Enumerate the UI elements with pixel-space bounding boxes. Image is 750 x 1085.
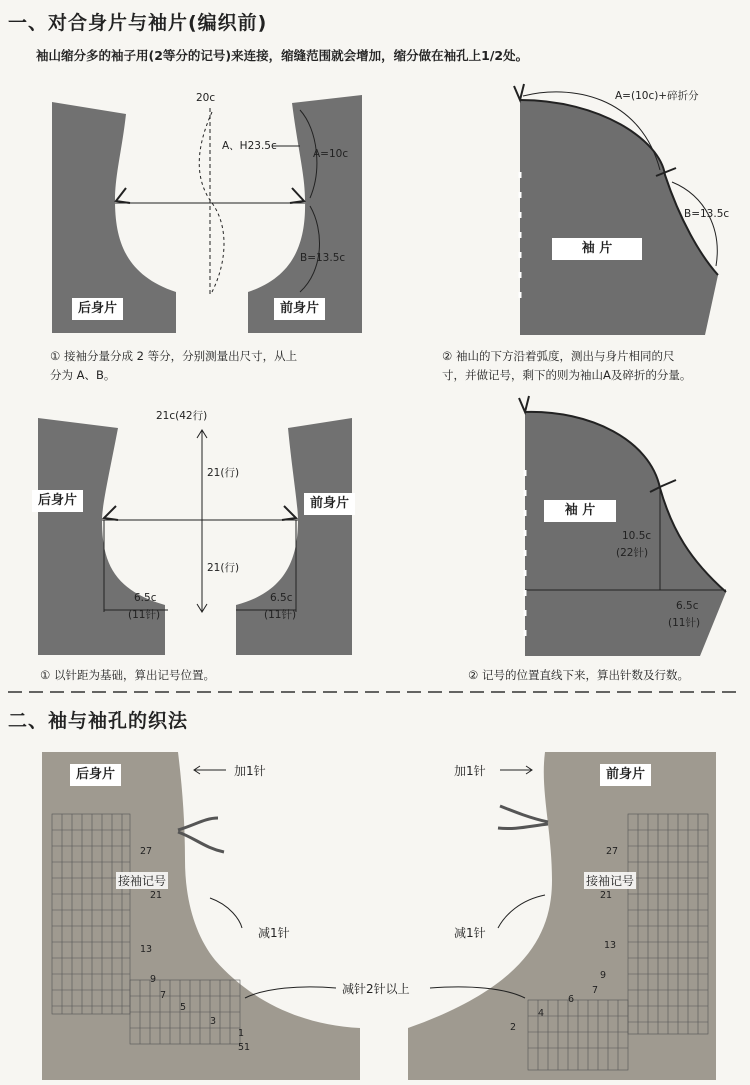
section1-intro: 袖山缩分多的袖子用(2等分的记号)来连接，缩缝范围就会增加，缩分做在袖孔上1/2处。 xyxy=(36,48,529,63)
left-row-num: 3 xyxy=(210,1016,217,1027)
fig4-sleeve-label: 袖 片 xyxy=(544,500,616,522)
fig1-back-label: 后身片 xyxy=(72,298,123,320)
right-row-num: 6 xyxy=(568,994,575,1005)
fig1-a-eq: A=10c xyxy=(313,148,349,160)
inc-left-label: 加1针 xyxy=(234,764,266,778)
left-row-num: 51 xyxy=(238,1042,251,1053)
fig3-back-label: 后身片 xyxy=(32,490,83,512)
fig2-sleeve-label: 袖 片 xyxy=(552,238,642,260)
left-row-num: 5 xyxy=(180,1002,187,1013)
fig3-marker-right xyxy=(282,506,296,520)
fig3-left-st: (11针) xyxy=(128,609,161,621)
fig2-caption-2: 寸，并做记号，剩下的则为袖山A及碎折的分量。 xyxy=(442,368,692,382)
fig3-upper-rows: 21(行) xyxy=(207,467,240,479)
fig3-left-cm: 6.5c xyxy=(134,592,157,604)
fig1-caption-1: ① 接袖分量分成 2 等分，分别测量出尺寸，从上 xyxy=(50,349,298,363)
fig3-front-label: 前身片 xyxy=(304,493,355,515)
fig4-height-cm: 10.5c xyxy=(622,530,652,542)
left-row-num: 9 xyxy=(150,974,157,985)
right-row-num: 2 xyxy=(510,1022,517,1033)
right-row-num: 21 xyxy=(600,890,613,901)
fig3-top-dim: 21c(42行) xyxy=(156,410,208,422)
section1-heading: 一、对合身片与袖片(编织前) xyxy=(8,12,268,34)
right-row-num: 4 xyxy=(538,1008,545,1019)
dec1-left-label: 减1针 xyxy=(258,926,290,940)
fig1-top-dim: 20c xyxy=(196,92,216,104)
fig2-b-label: B=13.5c xyxy=(684,208,730,220)
right-row-num: 13 xyxy=(604,940,617,951)
fig4-bottom-st: (11针) xyxy=(668,617,701,629)
fig3-marker-left xyxy=(104,506,118,520)
fig1-a-dim: A、H23.5c xyxy=(222,140,277,152)
dec2-label: 减针2针以上 xyxy=(342,982,410,996)
left-row-num: 27 xyxy=(140,846,153,857)
fig2-marker-top xyxy=(514,84,524,100)
inc-right-label: 加1针 xyxy=(454,764,486,778)
fig2-caption-1: ② 袖山的下方沿着弧度，测出与身片相同的尺 xyxy=(442,349,675,363)
fig3-right-cm: 6.5c xyxy=(270,592,293,604)
fig1-marker-left xyxy=(116,188,130,203)
fig1-b-eq: B=13.5c xyxy=(300,252,346,264)
fig2-a-label: A=(10c)+碎折分 xyxy=(615,90,699,102)
left-row-num: 13 xyxy=(140,944,153,955)
fig4-marker-top xyxy=(519,396,529,412)
section2-heading: 二、袖与袖孔的织法 xyxy=(8,710,189,732)
mark-right-label: 接袖记号 xyxy=(586,874,635,888)
right-row-num: 9 xyxy=(600,970,607,981)
fig3-caption: ① 以针距为基础，算出记号位置。 xyxy=(40,668,215,682)
right-row-num: 7 xyxy=(592,985,599,996)
fig3-lower-rows: 21(行) xyxy=(207,562,240,574)
fig4-bottom-cm: 6.5c xyxy=(676,600,699,612)
fig4-caption: ② 记号的位置直线下来，算出针数及行数。 xyxy=(468,668,689,682)
left-row-num: 21 xyxy=(150,890,163,901)
fig4-height-st: (22针) xyxy=(616,547,649,559)
fig3-right-st: (11针) xyxy=(264,609,297,621)
knit-back-label: 后身片 xyxy=(70,764,121,786)
fig1-front-label: 前身片 xyxy=(274,298,325,320)
left-row-num: 7 xyxy=(160,990,167,1001)
dec1-right-label: 减1针 xyxy=(454,926,486,940)
fig1-marker-right xyxy=(290,188,304,203)
mark-left-label: 接袖记号 xyxy=(118,874,167,888)
left-row-num: 1 xyxy=(238,1028,245,1039)
fig1-dashed-arc xyxy=(199,112,224,292)
fig1-caption-2: 分为 A、B。 xyxy=(50,368,116,382)
right-row-num: 27 xyxy=(606,846,619,857)
knit-front-label: 前身片 xyxy=(600,764,651,786)
